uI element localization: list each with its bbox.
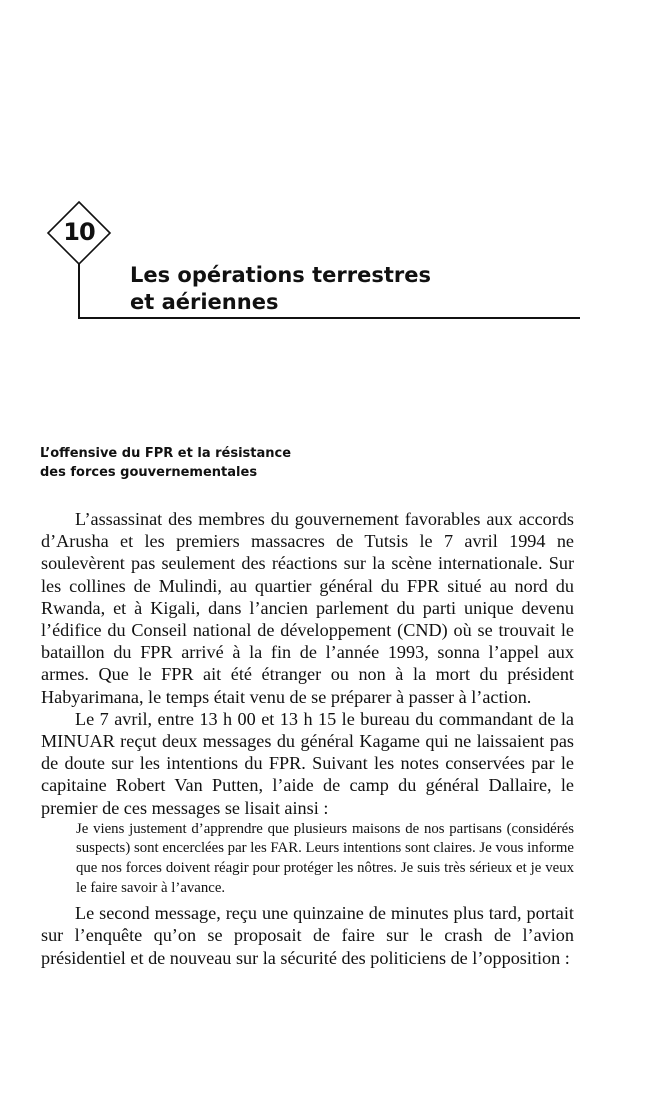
section-heading [40, 444, 400, 482]
chapter-title-line2: et aériennes [130, 290, 279, 314]
body-text [41, 508, 574, 969]
chapter-stem-line [78, 263, 80, 317]
chapter-title-line1: Les opérations terrestres [130, 263, 431, 287]
section-heading-line1: L’offensive du FPR et la résistance [40, 446, 292, 461]
section-heading-line2: des forces gouvernementales [40, 465, 258, 480]
chapter-number: 10 [63, 218, 95, 246]
paragraph-1: L’assassinat des membres du gouvernement favorables aux accords d’Arusha et les premiers massacres de Tutsis le 7 avril 1994 ne soulevèrent pas seulement des réactions sur la scène internationale. Sur les collines de Mulindi, au quartier général du FPR situé au nord du Rwanda, et à Kigali, dans l’ancien parlement du parti unique devenu l’édifice du Conseil national de développement (CND) où se trouvait le bataillon du FPR arrivé à la fin de l’année 1993, sonna l’appel aux armes. Que le FPR ait été étranger ou non à la mort du président Habyarimana, le temps était venu de se préparer à passer à l’action. [41, 509, 574, 707]
paragraph-2: Le 7 avril, entre 13 h 00 et 13 h 15 le bureau du commandant de la MINUAR reçut deux messages du général Kagame qui ne laissaient pas de doute sur les intentions du FPR. Suivant les notes conservées par le capitaine Robert Van Putten, l’aide de camp du général Dallaire, le premier de ces messages se lisait ainsi : [41, 708, 574, 818]
chapter-title [130, 262, 431, 316]
chapter-underline-rule [78, 317, 580, 319]
block-quote: Je viens justement d’apprendre que plusieurs maisons de nos partisans (considérés suspects) sont encerclées par les FAR. Leurs intentions sont claires. Je vous informe que nos forces doivent réagir pour protéger les nôtres. Je suis très sérieux et je veux le faire savoir à l’avance. [76, 820, 574, 896]
paragraph-3: Le second message, reçu une quinzaine de minutes plus tard, portait sur l’enquête qu’on se proposait de faire sur le crash de l’avion présidentiel et de nouveau sur la sécurité des politiciens de l’opposition : [41, 903, 574, 968]
